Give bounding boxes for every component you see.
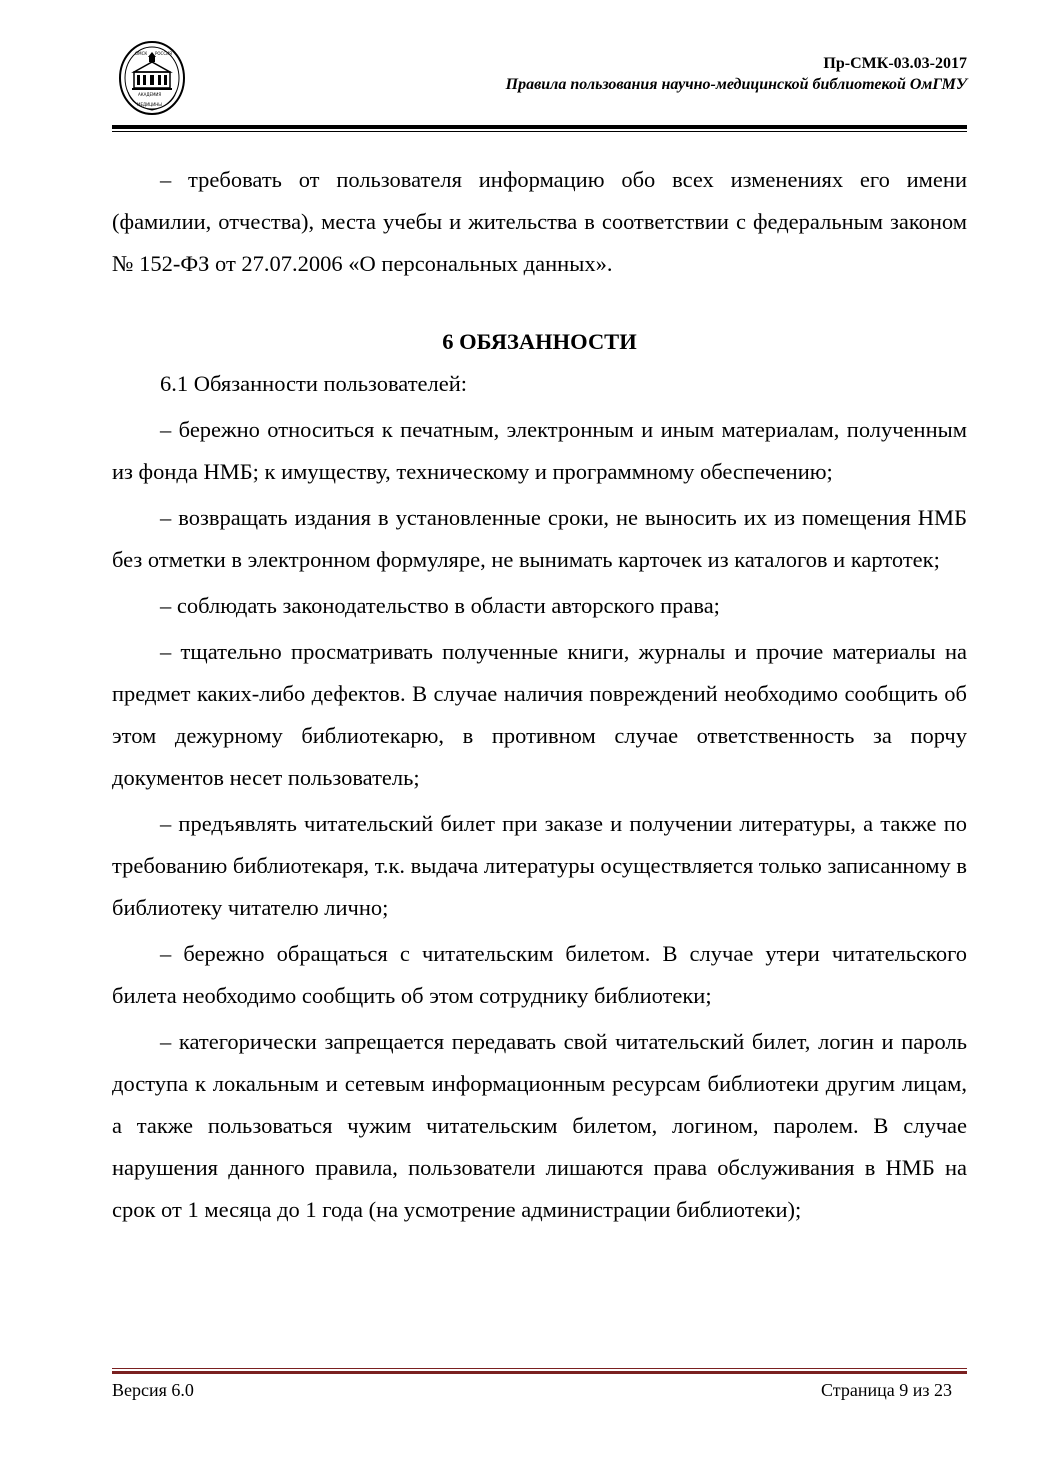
list-item: – предъявлять читательский билет при заказе и получении литературы, а также по требованию библиотекаря, т.к. выдача литературы осуществляется только записанному в библиотеку читателю лично; (112, 811, 967, 920)
header-rule-thick (112, 125, 967, 129)
list-item: – соблюдать законодательство в области авторского права; (160, 593, 720, 618)
logo-text-bottom: МЕДИЦИНЫ (137, 102, 162, 107)
list-item: – бережно обращаться с читательским билетом. В случае утери читательского билета необходимо сообщить об этом сотруднику библиотеки; (112, 941, 967, 1008)
document-body (112, 159, 967, 1231)
logo-text-middle: АКАДЕМИЯ (138, 92, 162, 97)
logo-text-top-left: ОМСК (135, 51, 148, 56)
list-item: – возвращать издания в установленные сроки, не выносить их из помещения НМБ без отметки в электронном формуляре, не вынимать карточек из каталогов и картотек; (112, 505, 967, 572)
logo-text-top-right: РОССИЯ (155, 51, 172, 56)
subsection-title: 6.1 Обязанности пользователей: (160, 371, 468, 396)
footer-rule-thick (112, 1371, 967, 1374)
footer-page-number: Страница 9 из 23 (821, 1380, 952, 1400)
list-item: – бережно относиться к печатным, электронным и иным материалам, полученным из фонда НМБ; к имуществу, техническому и программному обеспечению; (112, 417, 967, 484)
footer-rule-thin (112, 1368, 967, 1369)
document-title: Правила пользования научно-медицинской библиотекой ОмГМУ (505, 76, 967, 93)
section-heading: 6 ОБЯЗАННОСТИ (442, 329, 637, 354)
document-code: Пр-СМК-03.03-2017 (823, 55, 967, 72)
footer-version: Версия 6.0 (112, 1380, 194, 1400)
list-item: – тщательно просматривать полученные книги, журналы и прочие материалы на предмет каких-либо дефектов. В случае наличия повреждений необходимо сообщить об этом дежурному библиотекарю, в противном случае ответственность за порчу документов несет пользователь; (112, 639, 967, 790)
intro-paragraph: – требовать от пользователя информацию обо всех изменениях его имени (фамилии, отчества), места учебы и жительства в соответствии с федеральным законом № 152-ФЗ от 27.07.2006 «О персональных данных». (112, 167, 967, 276)
section-gap (112, 285, 967, 321)
header-rule-thin (112, 131, 967, 132)
omgmu-seal-icon (118, 40, 186, 116)
list-item: – категорически запрещается передавать свой читательский билет, логин и пароль доступа к локальным и сетевым информационным ресурсам библиотеки другим лицам, а также пользоваться чужим читательским билетом, логином, паролем. В случае нарушения данного правила, пользователи лишаются права обслуживания в НМБ на срок от 1 месяца до 1 года (на усмотрение администрации библиотеки); (112, 1029, 967, 1222)
